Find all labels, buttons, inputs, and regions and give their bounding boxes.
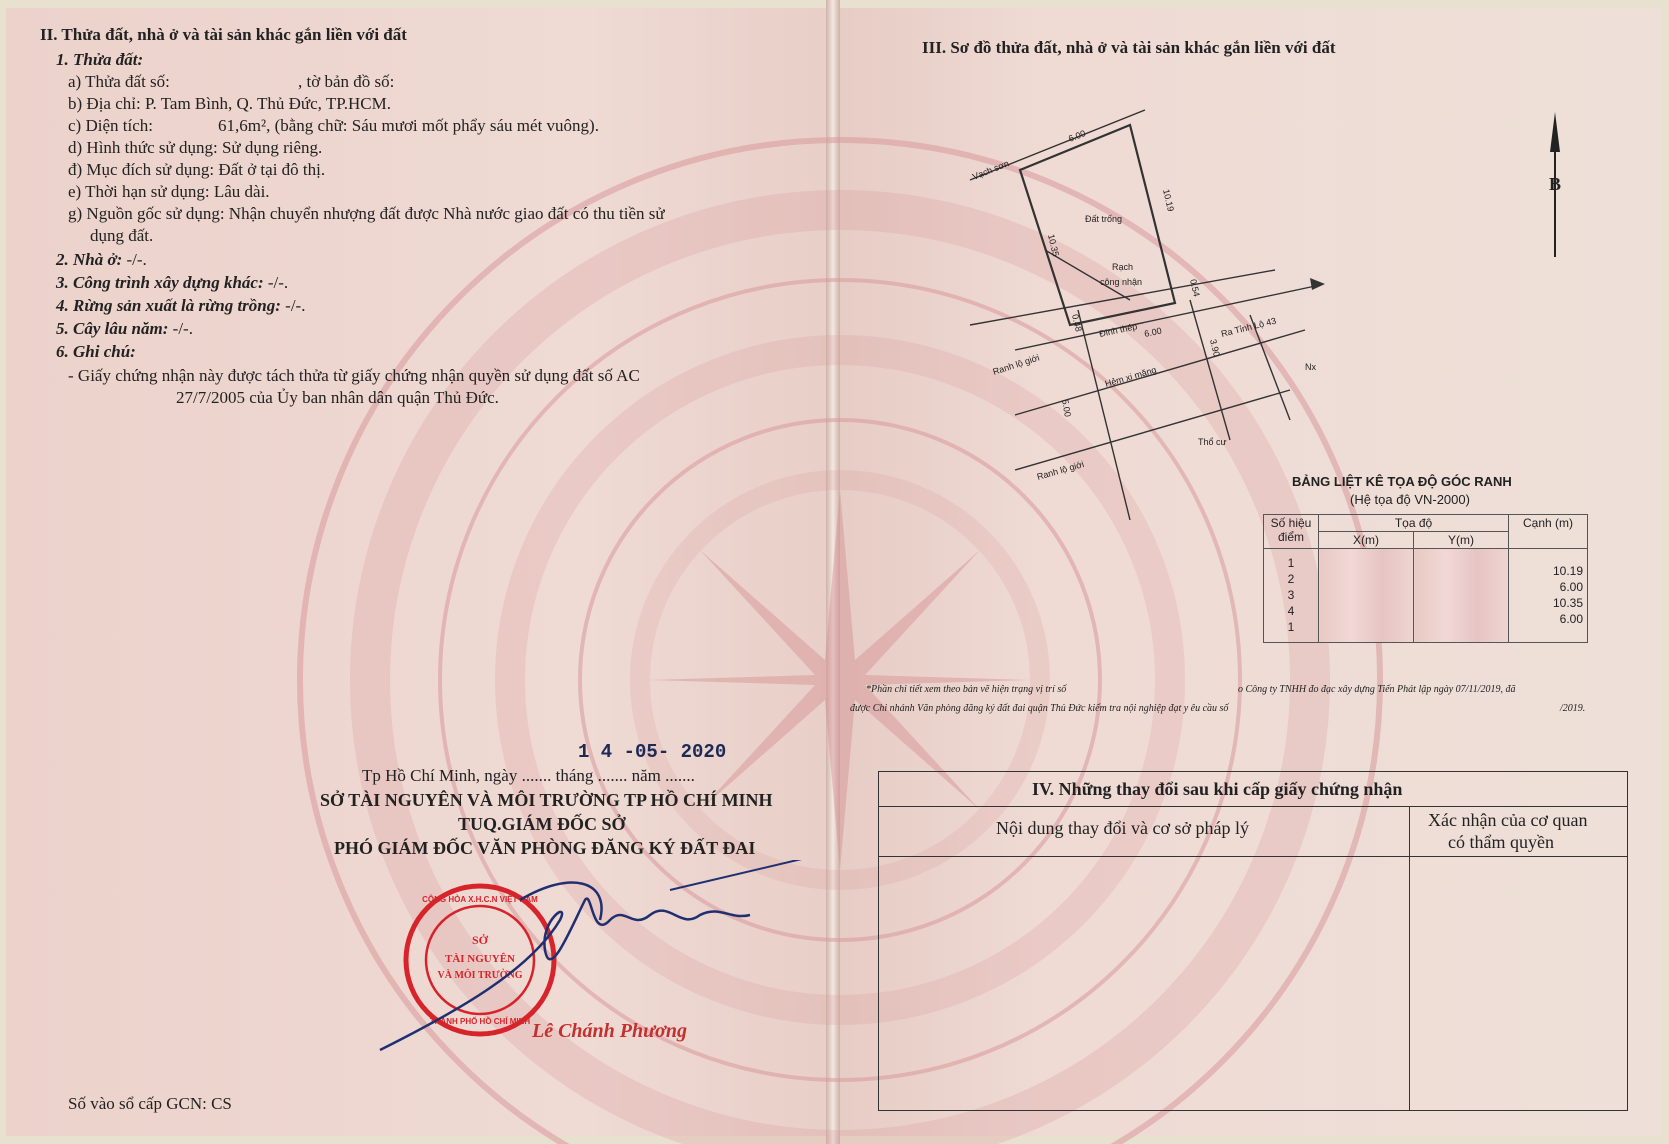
signer-name: Lê Chánh Phương bbox=[532, 1020, 687, 1042]
usage-purpose-line: đ) Mục đích sử dụng: Đất ở tại đô thị. bbox=[68, 160, 326, 179]
header-x: X(m) bbox=[1319, 532, 1414, 549]
map-dim-left: 10.35 bbox=[1046, 233, 1061, 258]
column-content-header: Nội dung thay đổi và cơ sở pháp lý bbox=[996, 818, 1250, 838]
x-values-redacted bbox=[1319, 549, 1414, 643]
origin-line-1: g) Nguồn gốc sử dụng: Nhận chuyển nhượng đất được Nhà nước giao đất có thu tiền sử bbox=[68, 204, 665, 223]
place-date-line: Tp Hồ Chí Minh, ngày ....... tháng ....... năm ....... bbox=[362, 766, 695, 785]
footnote-line-1: *Phần chi tiết xem theo bản vẽ hiện trạng vị trí số bbox=[866, 684, 1067, 695]
map-label-rach: Rạch bbox=[1112, 262, 1134, 272]
map-dim-small-left: 0.48 bbox=[1070, 313, 1084, 333]
issuing-organization: SỞ TÀI NGUYÊN VÀ MÔI TRƯỜNG TP HỒ CHÍ MINH bbox=[320, 790, 773, 810]
notes-heading: 6. Ghi chú: bbox=[56, 342, 136, 361]
usage-term-line: e) Thời hạn sử dụng: Lâu dài. bbox=[68, 182, 270, 201]
north-arrow-icon bbox=[1540, 112, 1570, 262]
area-value: 61,6m², (bằng chữ: Sáu mươi mốt phẩy sáu mét vuông). bbox=[218, 116, 599, 135]
plot-number-label: a) Thửa đất số: bbox=[68, 72, 170, 91]
map-label-ra-tinh-lo: Ra Tỉnh Lộ 43 bbox=[1220, 315, 1278, 339]
coordinate-table bbox=[1263, 514, 1588, 643]
deputy-director-title: PHÓ GIÁM ĐỐC VĂN PHÒNG ĐĂNG KÝ ĐẤT ĐAI bbox=[334, 838, 756, 858]
y-values-redacted bbox=[1414, 549, 1509, 643]
note-line-1: - Giấy chứng nhận này được tách thửa từ giấy chứng nhận quyền sử dụng đất số AC bbox=[68, 366, 640, 385]
section-2-title: II. Thửa đất, nhà ở và tài sản khác gắn liền với đất bbox=[40, 25, 407, 44]
area-label: c) Diện tích: bbox=[68, 116, 153, 135]
map-dim-road: 3.90 bbox=[1208, 338, 1222, 358]
parcel-sketch-map bbox=[960, 100, 1360, 520]
map-label-ranh-lo-gioi-2: Ranh lộ giới bbox=[1035, 458, 1086, 482]
map-label-cong-nhan: công nhận bbox=[1100, 277, 1143, 287]
footnote-line-2b: /2019. bbox=[1560, 703, 1586, 714]
column-confirm-header-2: có thẩm quyền bbox=[1448, 832, 1554, 852]
house-line: 2. Nhà ở: -/-. bbox=[56, 250, 147, 269]
register-number: Số vào sổ cấp GCN: CS bbox=[68, 1094, 232, 1113]
forest-line: 4. Rừng sản xuất là rừng trồng: -/-. bbox=[56, 296, 306, 315]
note-line-2: 27/7/2005 của Ủy ban nhân dân quận Thủ Đức. bbox=[176, 388, 499, 407]
svg-text:TÀI NGUYÊN: TÀI NGUYÊN bbox=[445, 953, 515, 965]
land-plot-heading: 1. Thửa đất: bbox=[56, 50, 144, 69]
svg-text:B: B bbox=[1548, 174, 1562, 194]
svg-text:CỘNG HÒA X.H.C.N VIỆT NAM: CỘNG HÒA X.H.C.N VIỆT NAM bbox=[422, 895, 538, 904]
section-4-title: IV. Những thay đổi sau khi cấp giấy chứng nhận bbox=[1032, 779, 1403, 799]
address-line: b) Địa chỉ: P. Tam Bình, Q. Thủ Đức, TP.HCM. bbox=[68, 94, 392, 113]
authorization-line: TUQ.GIÁM ĐỐC SỞ bbox=[458, 814, 626, 834]
map-label-nha: Nx bbox=[1305, 362, 1316, 372]
point-list: 1 2 3 4 1 bbox=[1264, 549, 1319, 643]
origin-line-2: dụng đất. bbox=[90, 226, 154, 245]
edge-list: 10.19 6.00 10.35 6.00 bbox=[1509, 549, 1588, 643]
coord-table-title: BẢNG LIỆT KÊ TỌA ĐỘ GÓC RANH bbox=[1292, 474, 1512, 489]
map-dim-bottom: 6.00 bbox=[1143, 325, 1163, 339]
map-label-dinh-thep: Đinh thép bbox=[1098, 321, 1139, 339]
header-y: Y(m) bbox=[1414, 532, 1509, 549]
usage-form-line: d) Hình thức sử dụng: Sử dụng riêng. bbox=[68, 138, 323, 157]
header-edge: Cạnh (m) bbox=[1509, 515, 1588, 549]
map-label-ranh-lo-gioi-1: Ranh lộ giới bbox=[991, 352, 1041, 377]
map-label-dat-trong: Đất trống bbox=[1085, 214, 1123, 224]
column-confirm-header-1: Xác nhận của cơ quan bbox=[1428, 810, 1588, 830]
header-point-id: Số hiệu điểm bbox=[1264, 515, 1319, 549]
trees-line: 5. Cây lâu năm: -/-. bbox=[56, 319, 193, 338]
map-dim-top: 6.00 bbox=[1067, 128, 1088, 144]
footnote-line-1b: o Công ty TNHH đo đạc xây dựng Tiến Phát lập ngày 07/11/2019, đã bbox=[1238, 684, 1516, 695]
svg-text:THÀNH PHỐ HỒ CHÍ MINH: THÀNH PHỐ HỒ CHÍ MINH bbox=[429, 1017, 531, 1026]
map-dim-alley: 5.00 bbox=[1060, 398, 1073, 418]
coord-table-subtitle: (Hệ tọa độ VN-2000) bbox=[1350, 492, 1470, 507]
map-sheet-label: , tờ bản đồ số: bbox=[298, 72, 395, 91]
map-dim-small-right: 0.54 bbox=[1188, 278, 1202, 298]
construction-line: 3. Công trình xây dựng khác: -/-. bbox=[56, 273, 289, 292]
changes-content-column bbox=[879, 806, 1410, 1110]
issue-date-stamp: 1 4 -05- 2020 bbox=[578, 741, 727, 763]
svg-text:SỞ: SỞ bbox=[471, 933, 489, 947]
map-label-tho-cu: Thổ cư bbox=[1198, 437, 1227, 447]
map-label-vach-son: Vạch sơn bbox=[971, 158, 1011, 182]
svg-text:VÀ MÔI TRƯỜNG: VÀ MÔI TRƯỜNG bbox=[437, 970, 523, 981]
section-3-title: III. Sơ đồ thửa đất, nhà ở và tài sản khác gắn liền với đất bbox=[922, 38, 1336, 57]
map-dim-right: 10.19 bbox=[1161, 188, 1176, 213]
header-coordinates: Tọa độ bbox=[1319, 515, 1509, 532]
footnote-line-2: được Chi nhánh Văn phòng đăng ký đất đai quận Thủ Đức kiểm tra nội nghiệp đạt y êu cầu số bbox=[850, 703, 1229, 714]
map-label-hem-xi-mang: Hẻm xi măng bbox=[1103, 364, 1158, 389]
